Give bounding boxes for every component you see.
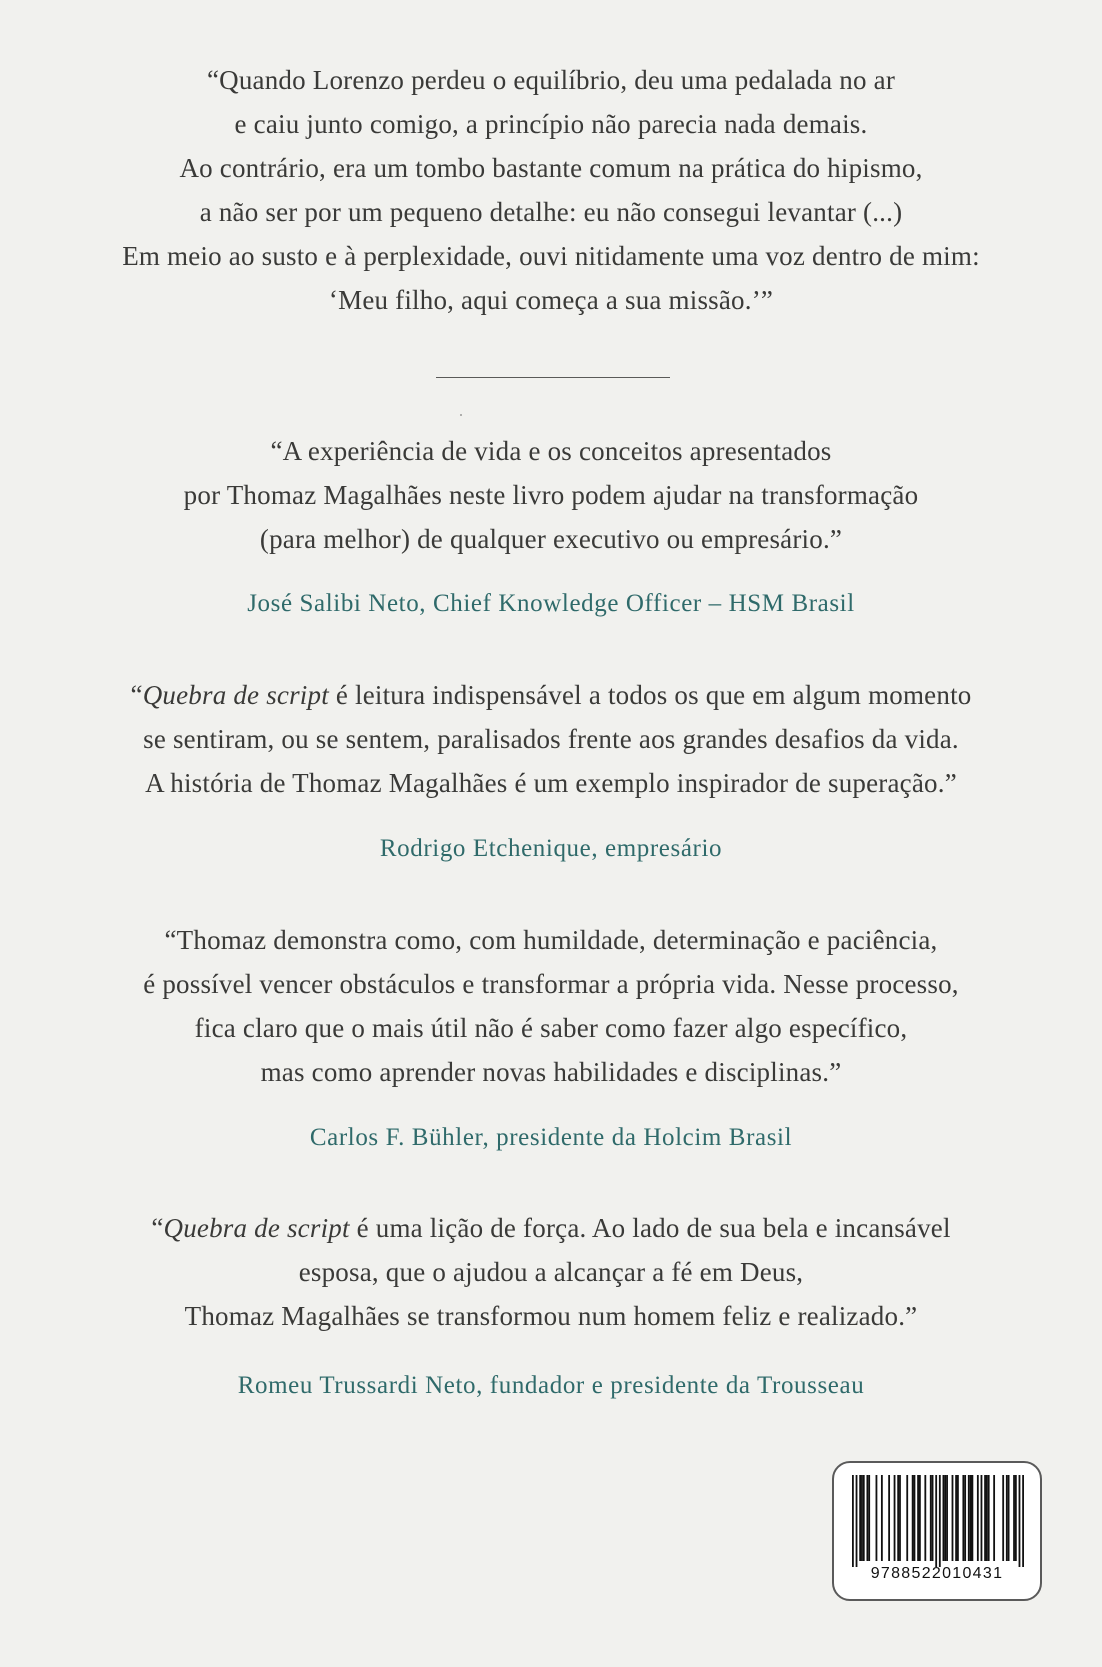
opening-quote-line: a não ser por um pequeno detalhe: eu não consegui levantar (...): [199, 197, 903, 227]
endorsement-line: [0, 1206, 1102, 1250]
attribution-trussardi: [0, 1368, 1102, 1404]
barcode-bar: [1013, 1475, 1015, 1561]
barcode-bar: [917, 1475, 919, 1561]
book-title: Quebra de script: [142, 680, 329, 710]
open-quote-mark: “: [151, 1213, 164, 1243]
barcode-bar: [888, 1475, 890, 1561]
endorsement-line: por Thomaz Magalhães neste livro podem ajudar na transformação: [183, 480, 919, 510]
barcode-bar: [968, 1475, 970, 1561]
barcode-bar: [881, 1475, 883, 1561]
barcode-bar: [863, 1475, 865, 1561]
barcode-bar: [1022, 1475, 1024, 1567]
attribution-salibi: [0, 586, 1102, 622]
book-title: Quebra de script: [163, 1213, 350, 1243]
barcode-bar: [912, 1475, 914, 1561]
endorsement-attribution: Rodrigo Etchenique, empresário: [379, 835, 723, 862]
endorsement-line: “A experiência de vida e os conceitos apresentados: [270, 436, 832, 466]
endorsement-line: é possível vencer obstáculos e transformar a própria vida. Nesse processo,: [143, 969, 959, 999]
barcode-bar: [1002, 1475, 1004, 1561]
endorsement-line: “Thomaz demonstra como, com humildade, determinação e paciência,: [164, 925, 938, 955]
barcode-bar: [906, 1475, 908, 1561]
barcode-bar: [856, 1475, 858, 1567]
barcode-bar: [986, 1475, 988, 1561]
barcode-bar: [894, 1475, 896, 1561]
endorsement-line: mas como aprender novas habilidades e disciplinas.”: [260, 1057, 842, 1087]
barcode-number: 9788522010431: [870, 1565, 1004, 1582]
barcode-bar: [962, 1475, 964, 1561]
barcode-bar: [971, 1475, 973, 1561]
barcode-bar: [988, 1475, 990, 1561]
barcode-bar: [993, 1475, 995, 1561]
endorsement-line: se sentiram, ou se sentem, paralisados frente aos grandes desafios da vida.: [143, 724, 959, 754]
endorsement-line: A história de Thomaz Magalhães é um exemplo inspirador de superação.”: [145, 768, 957, 798]
line-text: é uma lição de força. Ao lado de sua bela e incansável: [349, 1213, 951, 1243]
barcode-bar: [899, 1475, 901, 1561]
barcode-bar: [944, 1475, 946, 1561]
barcode-bar: [930, 1475, 932, 1561]
barcode-bar: [859, 1475, 861, 1561]
opening-quote: [0, 58, 1102, 322]
endorsement-attribution: José Salibi Neto, Chief Knowledge Officer – HSM Brasil: [247, 590, 855, 617]
endorsement-etchenique: [0, 673, 1102, 805]
barcode-bar: [955, 1475, 957, 1561]
barcode-bar: [957, 1475, 959, 1561]
barcode-bar: [1019, 1475, 1021, 1567]
barcode-bar: [1006, 1475, 1008, 1561]
endorsement-line: fica claro que o mais útil não é saber como fazer algo específico,: [194, 1013, 908, 1043]
endorsement-attribution: Romeu Trussardi Neto, fundador e presidente da Trousseau: [237, 1372, 865, 1399]
barcode-bar: [952, 1475, 954, 1561]
barcode-bar: [939, 1475, 941, 1567]
opening-quote-line: Ao contrário, era um tombo bastante comum na prática do hipismo,: [179, 153, 923, 183]
opening-quote-line: ‘Meu filho, aqui começa a sua missão.’”: [328, 285, 774, 315]
endorsement-line: Thomaz Magalhães se transformou num homem feliz e realizado.”: [184, 1301, 918, 1331]
section-divider: [436, 377, 670, 378]
endorsement-trussardi: [0, 1206, 1102, 1338]
barcode-bar: [861, 1475, 863, 1561]
barcode-bar: [964, 1475, 966, 1561]
line-text: é leitura indispensável a todos os que em algum momento: [328, 680, 972, 710]
endorsement-line: [0, 673, 1102, 717]
opening-quote-line: e caiu junto comigo, a princípio não parecia nada demais.: [234, 109, 868, 139]
barcode-bar: [924, 1475, 926, 1561]
barcode-bar: [897, 1475, 899, 1561]
attribution-etchenique: [0, 831, 1102, 867]
opening-quote-line: “Quando Lorenzo perdeu o equilíbrio, deu uma pedalada no ar: [206, 65, 896, 95]
barcode-bar: [1008, 1475, 1010, 1561]
endorsement-buhler: [0, 918, 1102, 1094]
barcode-bar: [852, 1475, 854, 1567]
barcode-bar: [977, 1475, 979, 1561]
barcode-bar: [932, 1475, 934, 1561]
barcode-bar: [876, 1475, 878, 1561]
print-speck: [460, 414, 462, 416]
barcode-bars: [852, 1475, 1024, 1567]
endorsement-attribution: Carlos F. Bühler, presidente da Holcim Brasil: [309, 1124, 793, 1151]
endorsement-salibi: [0, 429, 1102, 561]
open-quote-mark: “: [130, 680, 143, 710]
barcode-bar: [914, 1475, 916, 1561]
barcode-bar: [935, 1475, 937, 1567]
barcode-bar: [866, 1475, 868, 1561]
endorsement-line: (para melhor) de qualquer executivo ou empresário.”: [259, 524, 843, 554]
barcode-bar: [868, 1475, 870, 1561]
isbn-barcode: [832, 1461, 1042, 1601]
opening-quote-line: Em meio ao susto e à perplexidade, ouvi nitidamente uma voz dentro de mim:: [122, 241, 980, 271]
attribution-buhler: [0, 1120, 1102, 1156]
barcode-bar: [981, 1475, 983, 1561]
endorsement-line: esposa, que o ajudou a alcançar a fé em Deus,: [298, 1257, 804, 1287]
barcode-bar: [1015, 1475, 1017, 1561]
barcode-bar: [919, 1475, 921, 1561]
barcode-bar: [943, 1475, 945, 1561]
barcode-bar: [946, 1475, 948, 1561]
barcode-bar: [970, 1475, 972, 1561]
barcode-bar: [984, 1475, 986, 1561]
